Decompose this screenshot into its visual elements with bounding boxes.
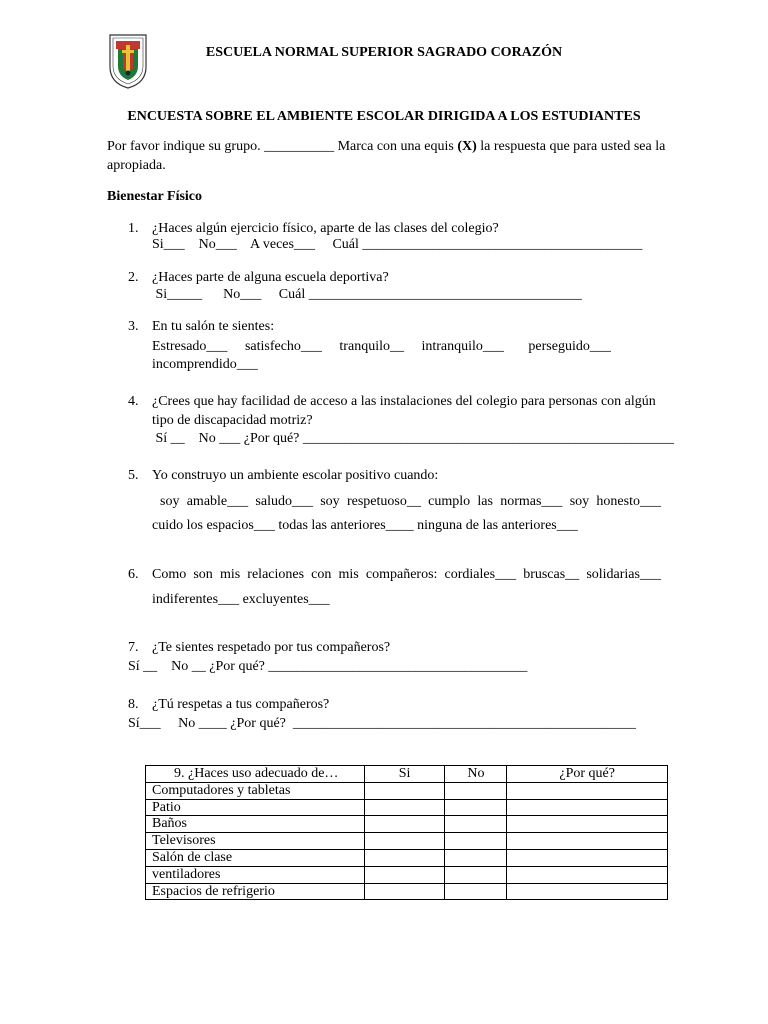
table-row bbox=[146, 849, 668, 866]
reason-cell[interactable] bbox=[507, 833, 668, 850]
options-line[interactable]: soy amable___ saludo___ soy respetuoso__ cumplo las normas___ soy honesto___ bbox=[160, 494, 661, 509]
table-row bbox=[146, 799, 668, 816]
column-header: Si bbox=[364, 766, 445, 783]
row-label: Computadores y tabletas bbox=[146, 782, 365, 799]
si-cell[interactable] bbox=[364, 799, 445, 816]
options-extra[interactable]: indiferentes___ excluyentes___ bbox=[152, 592, 330, 607]
answer-line[interactable]: Sí___ No ____ ¿Por qué? _________________________________________________ bbox=[128, 716, 636, 731]
row-label: Espacios de refrigerio bbox=[146, 883, 365, 900]
table-row bbox=[146, 833, 668, 850]
si-cell[interactable] bbox=[364, 816, 445, 833]
answer-line[interactable]: Si___ No___ A veces___ Cuál ________________________________________ bbox=[152, 237, 643, 252]
survey-title: ENCUESTA SOBRE EL AMBIENTE ESCOLAR DIRIGIDA A LOS ESTUDIANTES bbox=[127, 109, 641, 124]
table-row bbox=[146, 816, 668, 833]
table-header-row bbox=[146, 766, 668, 783]
si-cell[interactable] bbox=[364, 883, 445, 900]
reason-cell[interactable] bbox=[507, 883, 668, 900]
reason-cell[interactable] bbox=[507, 849, 668, 866]
no-cell[interactable] bbox=[445, 799, 507, 816]
reason-cell[interactable] bbox=[507, 816, 668, 833]
reason-cell[interactable] bbox=[507, 866, 668, 883]
column-header: ¿Por qué? bbox=[507, 766, 668, 783]
no-cell[interactable] bbox=[445, 816, 507, 833]
table-row bbox=[146, 866, 668, 883]
intro-text: Por favor indique su grupo. __________ Marca con una equis (X) la respuesta que para usted sea la apropiada. bbox=[107, 139, 666, 173]
table-row bbox=[146, 782, 668, 799]
options-line[interactable]: Estresado___ satisfecho___ tranquilo__ intranquilo___ perseguido___ bbox=[152, 339, 611, 354]
options-extra[interactable]: incomprendido___ bbox=[152, 357, 258, 372]
reason-cell[interactable] bbox=[507, 782, 668, 799]
usage-table bbox=[145, 765, 668, 900]
row-label: Patio bbox=[146, 799, 365, 816]
si-cell[interactable] bbox=[364, 849, 445, 866]
reason-cell[interactable] bbox=[507, 799, 668, 816]
answer-line[interactable]: Sí __ No __ ¿Por qué? _____________________________________ bbox=[128, 659, 528, 674]
section-heading: Bienestar Físico bbox=[107, 189, 203, 204]
column-header: No bbox=[445, 766, 507, 783]
no-cell[interactable] bbox=[445, 833, 507, 850]
si-cell[interactable] bbox=[364, 782, 445, 799]
answer-line[interactable]: Si_____ No___ Cuál _______________________________________ bbox=[152, 287, 582, 302]
row-label: Salón de clase bbox=[146, 849, 365, 866]
no-cell[interactable] bbox=[445, 883, 507, 900]
school-name: ESCUELA NORMAL SUPERIOR SAGRADO CORAZÓN bbox=[205, 45, 563, 60]
no-cell[interactable] bbox=[445, 782, 507, 799]
row-label: ventiladores bbox=[146, 866, 365, 883]
row-label: Baños bbox=[146, 816, 365, 833]
options-line[interactable]: Como son mis relaciones con mis compañeros: cordiales___ bruscas__ solidarias___ bbox=[152, 567, 661, 582]
answer-line[interactable]: Sí __ No ___ ¿Por qué? _____________________________________________________ bbox=[152, 431, 674, 446]
no-cell[interactable] bbox=[445, 866, 507, 883]
si-cell[interactable] bbox=[364, 833, 445, 850]
row-label: Televisores bbox=[146, 833, 365, 850]
no-cell[interactable] bbox=[445, 849, 507, 866]
si-cell[interactable] bbox=[364, 866, 445, 883]
options-extra[interactable]: cuido los espacios___ todas las anteriores____ ninguna de las anteriores___ bbox=[152, 518, 578, 533]
table-row bbox=[146, 883, 668, 900]
column-header: 9. ¿Haces uso adecuado de… bbox=[146, 766, 365, 783]
